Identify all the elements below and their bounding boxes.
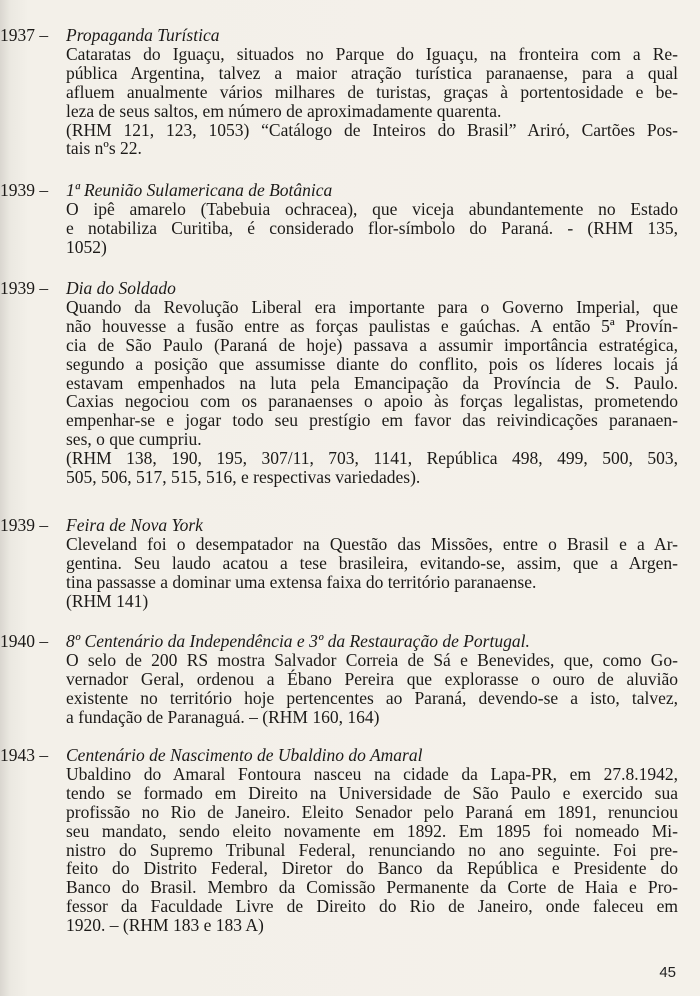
entry-title: 8º Centenário da Independência e 3º da Restauração de Portugal. — [66, 631, 530, 651]
entry-line: O ipê amarelo (Tabebuia ochracea), que viceja abundantemente no Estado — [66, 199, 678, 219]
entry-line: Quando da Revolução Liberal era importante para o Governo Imperial, que — [66, 297, 678, 317]
entry-line: Cleveland foi o desempatador na Questão das Missões, entre o Brasil e a Ar- — [66, 534, 678, 554]
entry-line: cia de São Paulo (Paraná de hoje) passava a assumir importância estratégica, — [66, 334, 678, 355]
entry-body — [66, 631, 678, 727]
entry-line: ses, o que cumpriu. — [66, 429, 202, 450]
entry-title: Centenário de Nascimento de Ubaldino do Amaral — [66, 745, 423, 765]
entry-line: profissão no Rio de Janeiro. Eleito Senador pelo Paraná em 1891, renunciou — [66, 801, 678, 822]
entry-line: leza de seus saltos, em número de aproximadamente quarenta. — [66, 100, 502, 121]
entry-line: nistro do Supremo Tribunal Federal, renunciando no ano seguinte. Foi pre- — [66, 839, 678, 860]
entry-line: tais nºs 22. — [66, 138, 142, 159]
entry-line: tina passasse a dominar uma extensa faixa do território paranaense. — [66, 571, 537, 592]
entry-year: 1943 – — [0, 745, 49, 765]
entry-line: Banco do Brasil. Membro da Comissão Permanente da Corte de Haia e Pro- — [66, 877, 678, 898]
entry-line: feito do Distrito Federal, Diretor do Banco da República e Presidente do — [66, 858, 678, 879]
entry-line: estavam empenhados na luta pela Emancipação da Província de S. Paulo. — [66, 372, 678, 393]
entry-line: Ubaldino do Amaral Fontoura nasceu na cidade da Lapa-PR, em 27.8.1942, — [66, 764, 678, 784]
entry-year: 1940 – — [0, 631, 49, 651]
entry-body — [66, 515, 678, 611]
entry-title: 1ª Reunião Sulamericana de Botânica — [66, 180, 333, 200]
entry-line: gentina. Seu laudo acatou a tese brasileira, evitando-se, assim, que a Argen- — [66, 552, 678, 573]
entry-line: vernador Geral, ordenou a Ébano Pereira que explorasse o ouro de aluvião — [66, 668, 678, 689]
entry-line: seu mandato, sendo eleito novamente em 1892. Em 1895 foi nomeado Mi- — [66, 820, 678, 841]
entry-body — [66, 25, 678, 158]
entry-line: tendo se formado em Direito na Universidade de São Paulo e exercido sua — [66, 782, 678, 803]
entry-title: Propaganda Turística — [66, 25, 220, 45]
entry-line: Cataratas do Iguaçu, situados no Parque do Iguaçu, na fronteira com a Re- — [66, 44, 678, 64]
entry-line: existente no território hoje pertencentes ao Paraná, devendo-se a isto, talvez, — [66, 687, 678, 708]
entry-title: Dia do Soldado — [66, 278, 176, 298]
entry-line: segundo a posição que assumisse diante do conflito, pois os líderes locais já — [66, 353, 678, 374]
entry-line: e notabiliza Curitiba, é considerado flor-símbolo do Paraná. - (RHM 135, — [66, 217, 678, 238]
entry-body — [66, 745, 678, 935]
entry-line: pública Argentina, talvez a maior atração turística paranaense, para a qual — [66, 62, 678, 83]
page-number: 45 — [659, 964, 676, 981]
entry-line: afluem anualmente vários milhares de turistas, graças à portentosidade e be- — [66, 81, 678, 102]
entry-line: a fundação de Paranaguá. – (RHM 160, 164) — [66, 706, 380, 727]
entry-line: (RHM 121, 123, 1053) “Catálogo de Inteiros do Brasil” Arirό, Cartões Pos- — [66, 119, 678, 140]
entry-line: (RHM 141) — [66, 590, 149, 611]
entry-body — [66, 180, 678, 257]
entry-body — [66, 278, 678, 487]
entry-line: fessor da Faculdade Livre de Direito do Rio de Janeiro, onde faleceu em — [66, 896, 678, 917]
entry-line: 1052) — [66, 236, 107, 257]
entry-title: Feira de Nova York — [66, 515, 203, 535]
entry-line: Caxias negociou com os paranaenses o apoio às forças legalistas, prometendo — [66, 391, 678, 412]
entry-line: O selo de 200 RS mostra Salvador Correia de Sá e Benevides, que, como Go- — [66, 650, 678, 670]
entry-line: 1920. – (RHM 183 e 183 A) — [66, 915, 264, 936]
entry-year: 1937 – — [0, 25, 49, 45]
entry-line: 505, 506, 517, 515, 516, e respectivas variedades). — [66, 467, 421, 488]
entry-line: (RHM 138, 190, 195, 307/11, 703, 1141, República 498, 499, 500, 503, — [66, 448, 678, 469]
entry-year: 1939 – — [0, 515, 49, 535]
entry-year: 1939 – — [0, 278, 49, 298]
entry-line: empenhar-se e jogar todo seu prestígio em favor das reivindicações paranaen- — [66, 410, 678, 431]
entry-year: 1939 – — [0, 180, 49, 200]
entry-line: não houvesse a fusão entre as forças paulistas e gaúchas. A então 5ª Provín- — [66, 315, 678, 336]
